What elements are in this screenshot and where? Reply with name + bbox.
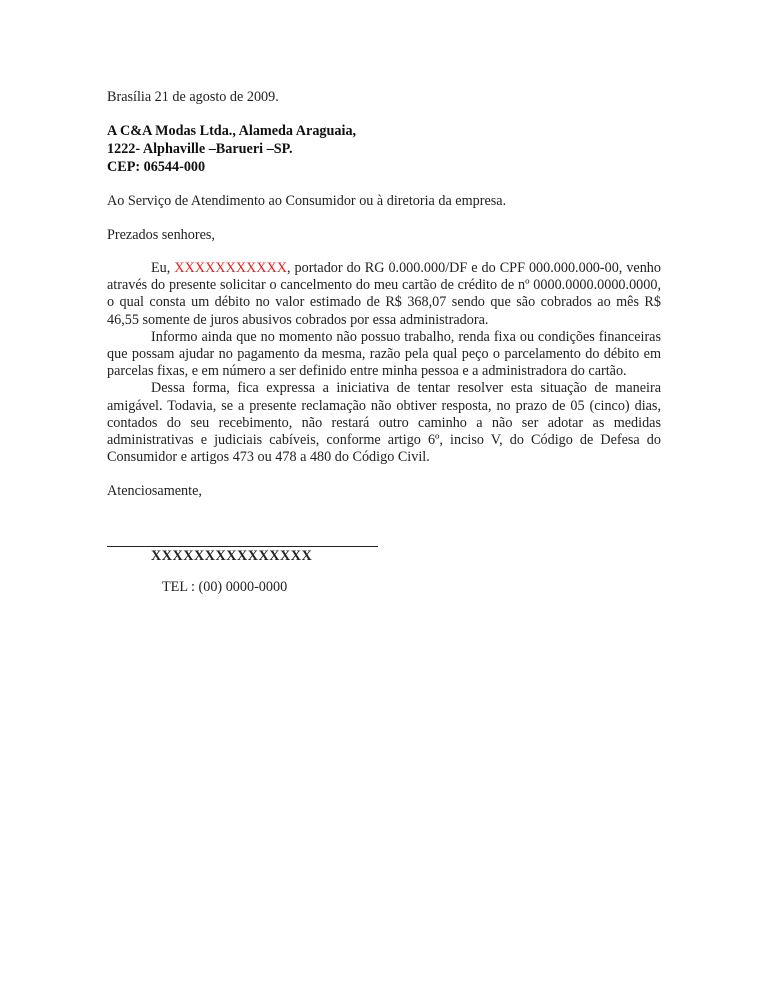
paragraph-1 bbox=[107, 260, 661, 329]
attention-line: Ao Serviço de Atendimento ao Consumidor ou à diretoria da empresa. bbox=[107, 193, 507, 209]
sender-name-placeholder: XXXXXXXXXXX bbox=[174, 260, 288, 276]
date-line: Brasília 21 de agosto de 2009. bbox=[107, 89, 279, 105]
recipient-line-3: CEP: 06544-000 bbox=[107, 159, 206, 175]
recipient-address bbox=[107, 122, 661, 176]
paragraph-1-prefix: Eu, bbox=[151, 260, 175, 276]
paragraph-1-text: , portador do RG 0.000.000/DF e do CPF 000.000.000-00, venho através do presente solicitar o cancelmento do meu cartão de crédito de nº 0000.0000.0000.0000, o qual consta um débito no valor estimado de R$ 368,07 sendo que são cobrados ao mês R$ 46,55 somente de juros abusivos cobrados por essa administradora. bbox=[107, 260, 661, 328]
paragraph-2: Informo ainda que no momento não possuo trabalho, renda fixa ou condições financeiras que possam ajudar no pagamento da mesma, razão pela qual peço o parcelamento do débito em parcelas fixas, e em número a ser definido entre minha pessoa e a administradora do cartão. bbox=[107, 328, 661, 380]
letter-body bbox=[107, 260, 661, 466]
paragraph-3: Dessa forma, fica expressa a iniciativa de tentar resolver esta situação de maneira amigável. Todavia, se a presente reclamação não obtiver resposta, no prazo de 05 (cinco) dias, contados do seu recebimento, não restará outro caminho a não ser adotar as medidas administrativas e judiciais cabíveis, conforme artigo 6º, inciso V, do Código de Defesa do Consumidor e artigos 473 ou 478 a 480 do Código Civil. bbox=[107, 380, 661, 466]
letter-page bbox=[107, 88, 661, 596]
recipient-line-1: A C&A Modas Ltda., Alameda Araguaia, bbox=[107, 123, 357, 139]
closing: Atenciosamente, bbox=[107, 483, 202, 500]
signature-block bbox=[107, 546, 661, 596]
signature-name: XXXXXXXXXXXXXXX bbox=[151, 548, 313, 565]
telephone: TEL : (00) 0000-0000 bbox=[162, 579, 288, 596]
salutation: Prezados senhores, bbox=[107, 227, 215, 243]
recipient-line-2: 1222- Alphaville –Barueri –SP. bbox=[107, 141, 293, 157]
